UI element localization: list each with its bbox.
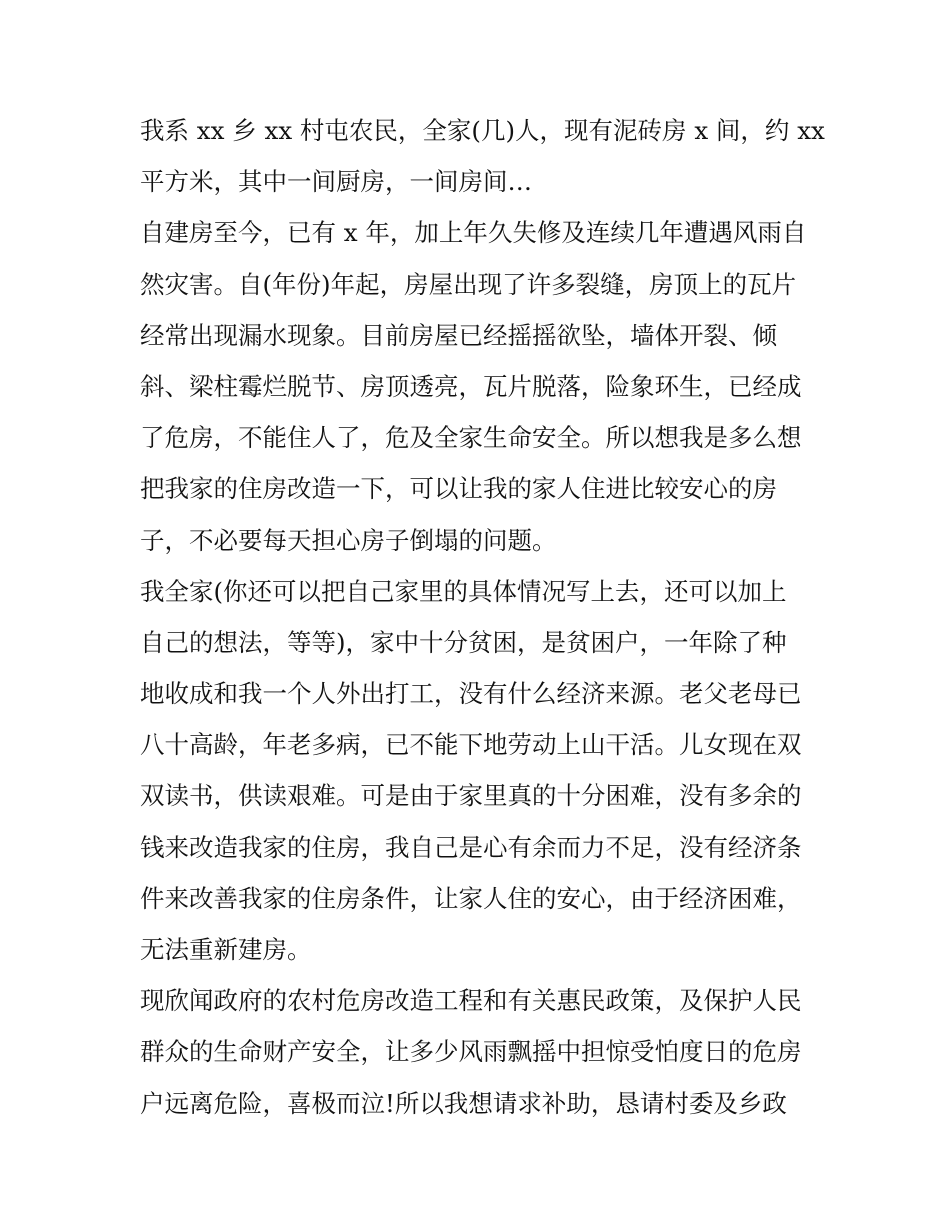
text-line: 现欣闻政府的农村危房改造工程和有关惠民政策，及保护人民 <box>140 986 802 1016</box>
text-line: 件来改善我家的住房条件，让家人住的安心，由于经济困难， <box>140 883 802 913</box>
text-line: 无法重新建房。 <box>140 935 312 964</box>
text-line: 我系 xx 乡 xx 村屯农民，全家(几)人，现有泥砖房 x 间，约 xx <box>140 116 825 145</box>
text-line: 了危房，不能住人了，危及全家生命安全。所以想我是多么想 <box>140 423 802 453</box>
text-line: 八十高龄，年老多病，已不能下地劳动上山干活。儿女现在双 <box>140 730 802 760</box>
text-line: 斜、梁柱霉烂脱节、房顶透亮，瓦片脱落，险象环生，已经成 <box>140 371 802 401</box>
text-line: 户远离危险，喜极而泣!所以我想请求补助，恳请村委及乡政 <box>140 1088 787 1118</box>
text-line: 钱来改造我家的住房，我自己是心有余而力不足，没有经济条 <box>140 832 802 862</box>
document-body <box>140 105 825 1129</box>
text-line: 经常出现漏水现象。目前房屋已经摇摇欲坠，墙体开裂、倾 <box>140 320 777 350</box>
text-line: 把我家的住房改造一下，可以让我的家人住进比较安心的房 <box>140 474 777 504</box>
text-line: 然灾害。自(年份)年起，房屋出现了许多裂缝，房顶上的瓦片 <box>140 269 797 299</box>
text-line: 自己的想法，等等)，家中十分贫困，是贫困户，一年除了种 <box>140 627 787 657</box>
text-line: 子，不必要每天担心房子倒塌的问题。 <box>140 525 557 555</box>
text-line: 群众的生命财产安全，让多少风雨飘摇中担惊受怕度日的危房 <box>140 1037 802 1067</box>
text-line: 我全家(你还可以把自己家里的具体情况写上去，还可以加上 <box>140 576 787 606</box>
text-line: 自建房至今，已有 x 年，加上年久失修及连续几年遭遇风雨自 <box>140 218 807 248</box>
text-line: 双读书，供读艰难。可是由于家里真的十分困难，没有多余的 <box>140 781 802 811</box>
text-line: 地收成和我一个人外出打工，没有什么经济来源。老父老母已 <box>140 679 802 709</box>
text-line: 平方米，其中一间厨房，一间房间… <box>140 167 532 197</box>
